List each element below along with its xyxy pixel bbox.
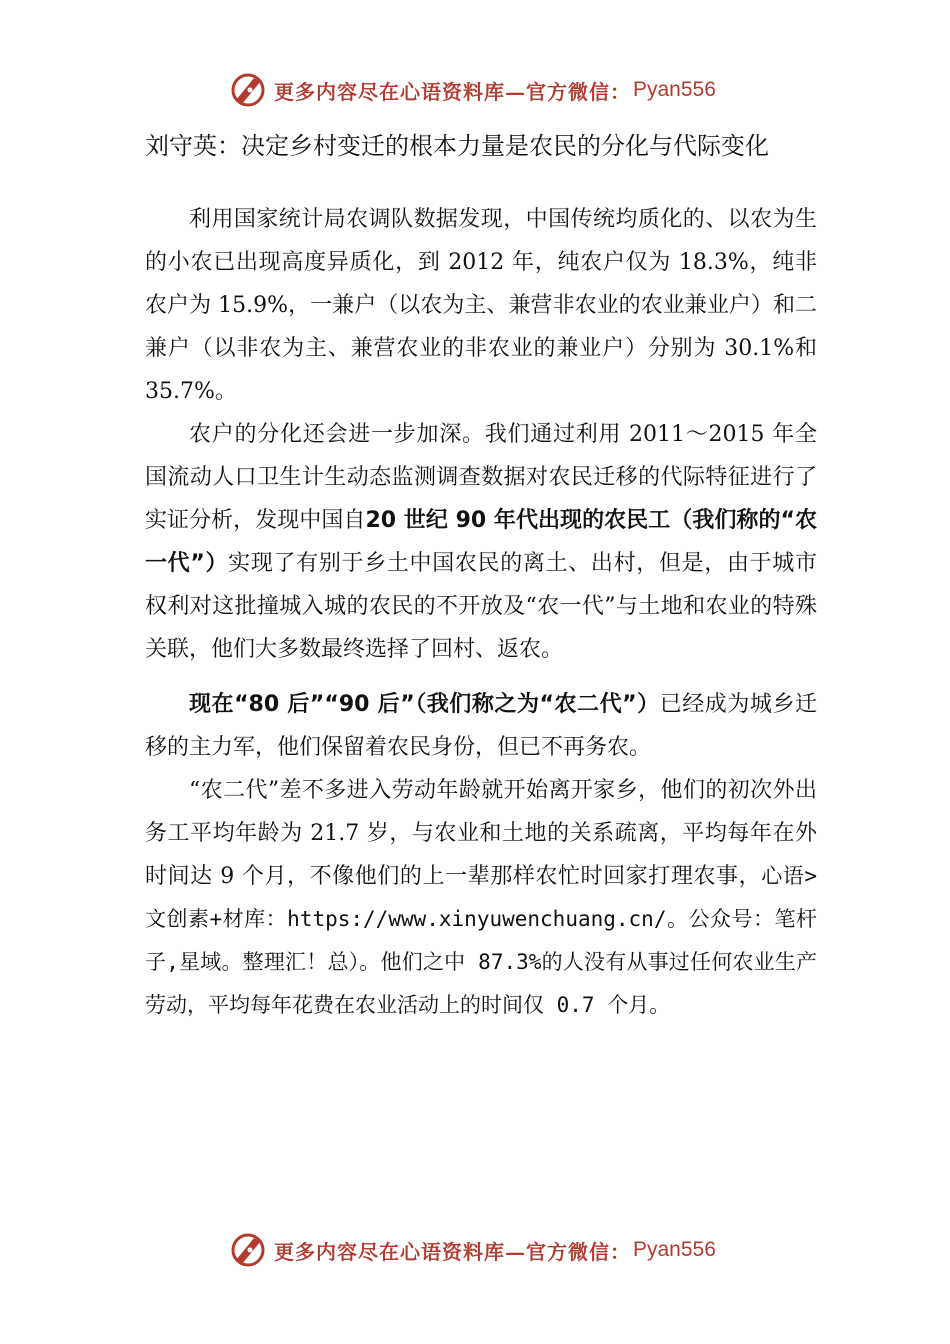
article-title: 刘守英：决定乡村变迁的根本力量是农民的分化与代际变化 <box>145 132 769 160</box>
paragraph-4-source-note: 心语>文创素+材库：https://www.xinyuwenchuang.cn/。公众号：笔杆子,星域。整理汇！总）。他们之中 87.3%的人没有从事过任何农业生产劳动，平均每年花费在农业活动上的时间仅 0.7 个月。 <box>145 864 817 1017</box>
paragraph-3-text: 已经成为城乡迁移的主力军，他们保留着农民身份，但已不再务农。 <box>145 692 817 760</box>
paragraph-2-bold: 20 世纪 90 年代出现的农民工（我们称的“农一代”） <box>145 508 817 576</box>
banner-slogan: 更多内容尽在心语资料库—官方微信： <box>274 79 631 104</box>
footer-banner-wechat-id: Pyan556 <box>633 1238 716 1261</box>
paragraph-4-text: “农二代”差不多进入劳动年龄就开始离开家乡，他们的初次外出务工平均年龄为 21.7 岁，与农业和土地的关系疏离，平均每年在外时间达 9 个月，不像他们的上一辈那样农忙时回家打理农事， <box>145 778 817 889</box>
article-body <box>145 198 817 1027</box>
banner-wechat-id: Pyan556 <box>633 78 716 101</box>
paragraph-3 <box>145 683 817 769</box>
paragraph-2-text-b: 实现了有别于乡土中国农民的离土、出村，但是，由于城市权利对这批撞城入城的农民的不开放及“农一代”与土地和农业的特殊关联，他们大多数最终选择了回村、返农。 <box>145 551 817 662</box>
paragraph-1: 利用国家统计局农调队数据发现，中国传统均质化的、以农为生的小农已出现高度异质化，到 2012 年，纯农户仅为 18.3%，纯非农户为 15.9%，一兼户（以农为主、兼营非农业的农业兼业户）和二兼户（以非农为主、兼营农业的非农业的兼业户）分别为 30.1%和 35.7%。 <box>145 207 817 404</box>
paragraph-2-text-a: 农户的分化还会进一步加深。我们通过利用 2011～2015 年全国流动人口卫生计生动态监测调查数据对农民迁移的代际特征进行了实证分析，发现中国自 <box>145 422 817 533</box>
header-banner <box>228 70 748 110</box>
pen-nib-logo-icon <box>228 1230 268 1270</box>
paragraph-2 <box>145 413 817 671</box>
pen-nib-logo-icon <box>228 70 268 110</box>
paragraph-4 <box>145 769 817 1027</box>
footer-banner-slogan: 更多内容尽在心语资料库—官方微信： <box>274 1239 631 1264</box>
footer-banner <box>228 1230 748 1270</box>
paragraph-3-bold: 现在“80 后”“90 后”（我们称之为“农二代”） <box>189 692 660 717</box>
